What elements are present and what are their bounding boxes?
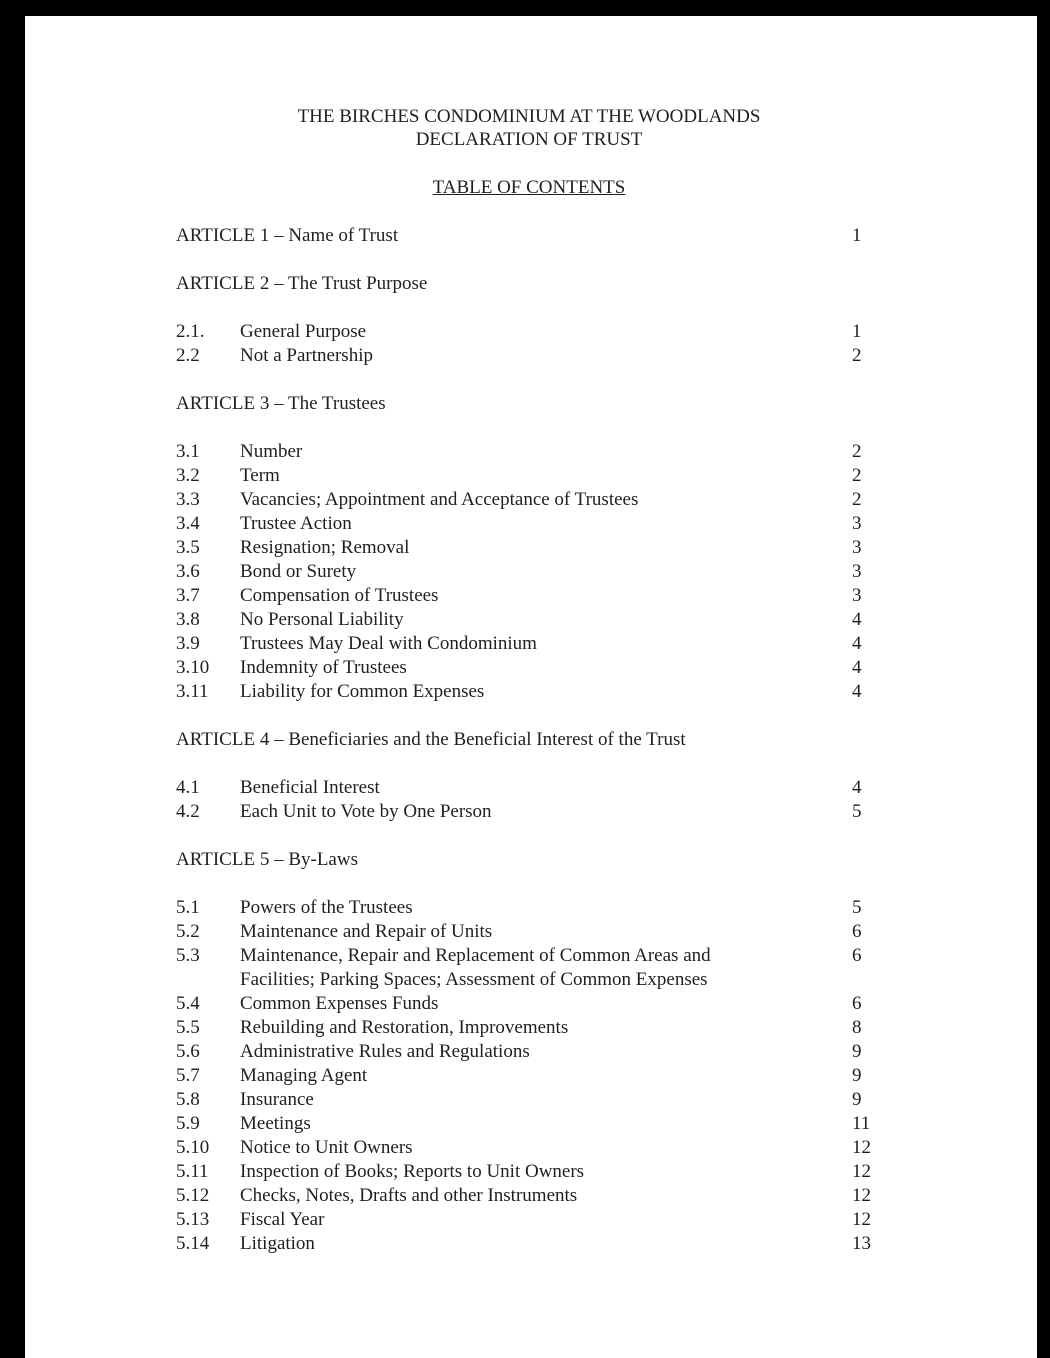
toc-item-number: 4.1	[176, 777, 200, 798]
toc-page-number: 9	[852, 1065, 862, 1086]
scan-edge-right	[1037, 0, 1050, 1358]
toc-section-heading	[176, 728, 882, 752]
toc-item-list	[176, 440, 882, 704]
toc-section-heading-text: ARTICLE 4 – Beneficiaries and the Beneficial Interest of the Trust	[176, 729, 686, 750]
toc-item-number: 3.8	[176, 609, 200, 630]
toc-section	[176, 392, 882, 704]
toc-page-number: 4	[852, 657, 862, 678]
toc-page-number: 2	[852, 441, 862, 462]
toc-item	[176, 1160, 882, 1184]
toc-item-label-line: Vacancies; Appointment and Acceptance of Trustees	[240, 489, 639, 510]
toc-item-label-line: No Personal Liability	[240, 609, 404, 630]
toc-item	[176, 536, 882, 560]
toc-item	[176, 560, 882, 584]
toc-item-label-line: Fiscal Year	[240, 1209, 325, 1230]
toc-item	[176, 1040, 882, 1064]
toc-item-label	[240, 680, 852, 704]
toc-section	[176, 272, 882, 368]
toc-item-number: 5.7	[176, 1065, 200, 1086]
toc-section	[176, 224, 882, 248]
scan-edge-left	[0, 0, 25, 1358]
toc-item-label	[240, 1088, 852, 1112]
toc-item-label	[240, 632, 852, 656]
toc-item-number: 5.14	[176, 1233, 210, 1254]
toc-page-number: 12	[852, 1161, 871, 1182]
toc-item	[176, 488, 882, 512]
toc-item	[176, 1112, 882, 1136]
toc-item	[176, 776, 882, 800]
toc-page-number: 4	[852, 633, 862, 654]
toc-item-label	[240, 656, 852, 680]
toc-item-label	[240, 1232, 852, 1256]
toc-section-heading-text: ARTICLE 1 – Name of Trust	[176, 225, 399, 246]
toc-item-label	[240, 488, 852, 512]
toc-item-label	[240, 992, 852, 1016]
toc-item-number: 2.2	[176, 345, 200, 366]
toc-item-number: 3.4	[176, 513, 200, 534]
toc-item-label-line: Rebuilding and Restoration, Improvements	[240, 1017, 569, 1038]
toc-page-number: 8	[852, 1017, 862, 1038]
toc-item	[176, 320, 882, 344]
toc-item-label-line: Checks, Notes, Drafts and other Instruments	[240, 1185, 578, 1206]
toc-page-number: 6	[852, 993, 862, 1014]
toc-item	[176, 680, 882, 704]
toc-item	[176, 608, 882, 632]
document-title	[176, 105, 882, 151]
toc-item-label-line: Meetings	[240, 1113, 311, 1134]
toc-page-number: 5	[852, 897, 862, 918]
toc-section-heading	[176, 272, 882, 296]
toc-item-label	[240, 560, 852, 584]
toc-item-label-line: Resignation; Removal	[240, 537, 410, 558]
toc-item	[176, 512, 882, 536]
toc-heading: TABLE OF CONTENTS	[432, 177, 626, 198]
toc-page-number: 12	[852, 1209, 871, 1230]
toc-item-number: 5.5	[176, 1017, 200, 1038]
toc-item-number: 5.6	[176, 1041, 200, 1062]
toc-section-heading-text: ARTICLE 2 – The Trust Purpose	[176, 273, 428, 294]
toc-page-number: 2	[852, 345, 862, 366]
toc-item-label	[240, 512, 852, 536]
toc-item-label	[240, 1112, 852, 1136]
toc-item-label-line: Maintenance and Repair of Units	[240, 921, 493, 942]
toc-item-number: 5.3	[176, 945, 200, 966]
toc-item	[176, 1184, 882, 1208]
toc-item-number: 5.2	[176, 921, 200, 942]
toc-item-label-line: Compensation of Trustees	[240, 585, 439, 606]
toc-item-number: 5.11	[176, 1161, 209, 1182]
toc-page-number: 4	[852, 681, 862, 702]
toc-item-list	[176, 896, 882, 1256]
toc-item-label	[240, 944, 852, 992]
toc-item-number: 5.10	[176, 1137, 210, 1158]
toc-item-list	[176, 320, 882, 368]
toc-item-label-line: Trustee Action	[240, 513, 352, 534]
toc-page-number: 3	[852, 513, 862, 534]
toc-item	[176, 440, 882, 464]
toc-item	[176, 800, 882, 824]
toc-item-number: 3.2	[176, 465, 200, 486]
toc-item	[176, 1208, 882, 1232]
toc-item	[176, 632, 882, 656]
toc-page-number: 11	[852, 1113, 871, 1134]
toc-section-heading	[176, 848, 882, 872]
toc-item-number: 3.7	[176, 585, 200, 606]
toc-page-number: 3	[852, 537, 862, 558]
toc-item-number: 3.10	[176, 657, 210, 678]
toc-section	[176, 848, 882, 1256]
toc-section-heading-text: ARTICLE 5 – By-Laws	[176, 849, 358, 870]
toc-item-number: 4.2	[176, 801, 200, 822]
toc-item-label	[240, 776, 852, 800]
toc-item-list	[176, 776, 882, 824]
toc-item-label-line: Insurance	[240, 1089, 314, 1110]
toc-page-number: 12	[852, 1137, 871, 1158]
toc-page-number: 12	[852, 1185, 871, 1206]
toc-item-label	[240, 1016, 852, 1040]
toc-item-label-line: Number	[240, 441, 303, 462]
toc-item-label-line: Managing Agent	[240, 1065, 368, 1086]
toc-section	[176, 728, 882, 824]
toc-item-label	[240, 1136, 852, 1160]
toc-page-number: 3	[852, 585, 862, 606]
toc-item-number: 5.4	[176, 993, 200, 1014]
toc-item-label	[240, 1064, 852, 1088]
toc-item-label	[240, 896, 852, 920]
toc-section-heading	[176, 392, 882, 416]
toc-item	[176, 944, 882, 992]
toc-page-number: 6	[852, 921, 862, 942]
toc-item-label-line: Administrative Rules and Regulations	[240, 1041, 530, 1062]
toc-item-number: 3.6	[176, 561, 200, 582]
toc-item-label-line: Term	[240, 465, 280, 486]
toc-item-label	[240, 800, 852, 824]
toc-item-label-line: Indemnity of Trustees	[240, 657, 407, 678]
toc-item-number: 5.13	[176, 1209, 210, 1230]
toc-item	[176, 896, 882, 920]
toc-item	[176, 1016, 882, 1040]
toc-page-number: 1	[852, 321, 862, 342]
toc-section-heading	[176, 224, 882, 248]
toc-page-number: 1	[852, 225, 862, 246]
toc-item-label-line: Not a Partnership	[240, 345, 373, 366]
toc-item-number: 5.1	[176, 897, 200, 918]
toc-item-label	[240, 344, 852, 368]
toc-item-label-line: Facilities; Parking Spaces; Assessment of Common Expenses	[240, 969, 708, 990]
toc-page-number: 2	[852, 465, 862, 486]
toc-item-label-line: Litigation	[240, 1233, 315, 1254]
toc-page-number: 3	[852, 561, 862, 582]
scan-edge-top	[0, 0, 1050, 16]
toc-page-number: 4	[852, 777, 862, 798]
toc-item-label	[240, 608, 852, 632]
toc-page-number: 13	[852, 1233, 871, 1254]
toc-item-number: 3.3	[176, 489, 200, 510]
toc-item-number: 5.12	[176, 1185, 210, 1206]
toc-item-label-line: Common Expenses Funds	[240, 993, 439, 1014]
toc-item	[176, 1136, 882, 1160]
toc-item-label	[240, 440, 852, 464]
toc-item-label	[240, 1208, 852, 1232]
toc-item-label-line: General Purpose	[240, 321, 367, 342]
toc-item-label	[240, 320, 852, 344]
toc-section-heading-text: ARTICLE 3 – The Trustees	[176, 393, 386, 414]
toc-item-label-line: Inspection of Books; Reports to Unit Owners	[240, 1161, 585, 1182]
toc-item	[176, 1232, 882, 1256]
toc-item-number: 3.9	[176, 633, 200, 654]
toc-item-label-line: Powers of the Trustees	[240, 897, 413, 918]
toc-item	[176, 1088, 882, 1112]
document-title-line1: THE BIRCHES CONDOMINIUM AT THE WOODLANDS	[297, 106, 761, 127]
toc-item-number: 3.1	[176, 441, 200, 462]
toc-item	[176, 920, 882, 944]
toc-item	[176, 1064, 882, 1088]
toc-item-label	[240, 1040, 852, 1064]
toc-item-number: 5.8	[176, 1089, 200, 1110]
toc-item-label	[240, 536, 852, 560]
toc-item	[176, 344, 882, 368]
document-page	[176, 105, 882, 1256]
toc-item-label	[240, 1184, 852, 1208]
toc-item	[176, 584, 882, 608]
toc-sections	[176, 224, 882, 1256]
toc-item	[176, 464, 882, 488]
toc-page-number: 4	[852, 609, 862, 630]
toc-item-number: 2.1.	[176, 321, 205, 342]
toc-item-number: 3.11	[176, 681, 209, 702]
toc-item-label-line: Trustees May Deal with Condominium	[240, 633, 537, 654]
toc-item-label	[240, 464, 852, 488]
toc-item	[176, 992, 882, 1016]
toc-item-label	[240, 920, 852, 944]
toc-page-number: 5	[852, 801, 862, 822]
toc-item	[176, 656, 882, 680]
toc-item-label-line: Beneficial Interest	[240, 777, 380, 798]
document-title-line2: DECLARATION OF TRUST	[415, 129, 643, 150]
toc-item-label-line: Each Unit to Vote by One Person	[240, 801, 492, 822]
toc-item-label	[240, 584, 852, 608]
toc-item-number: 5.9	[176, 1113, 200, 1134]
toc-item-label-line: Bond or Surety	[240, 561, 357, 582]
toc-item-label-line: Notice to Unit Owners	[240, 1137, 413, 1158]
toc-page-number: 2	[852, 489, 862, 510]
toc-page-number: 6	[852, 945, 862, 966]
toc-item-label-line: Liability for Common Expenses	[240, 681, 485, 702]
toc-item-label	[240, 1160, 852, 1184]
toc-item-label-line: Maintenance, Repair and Replacement of Common Areas and	[240, 945, 711, 966]
toc-page-number: 9	[852, 1089, 862, 1110]
toc-page-number: 9	[852, 1041, 862, 1062]
toc-item-number: 3.5	[176, 537, 200, 558]
